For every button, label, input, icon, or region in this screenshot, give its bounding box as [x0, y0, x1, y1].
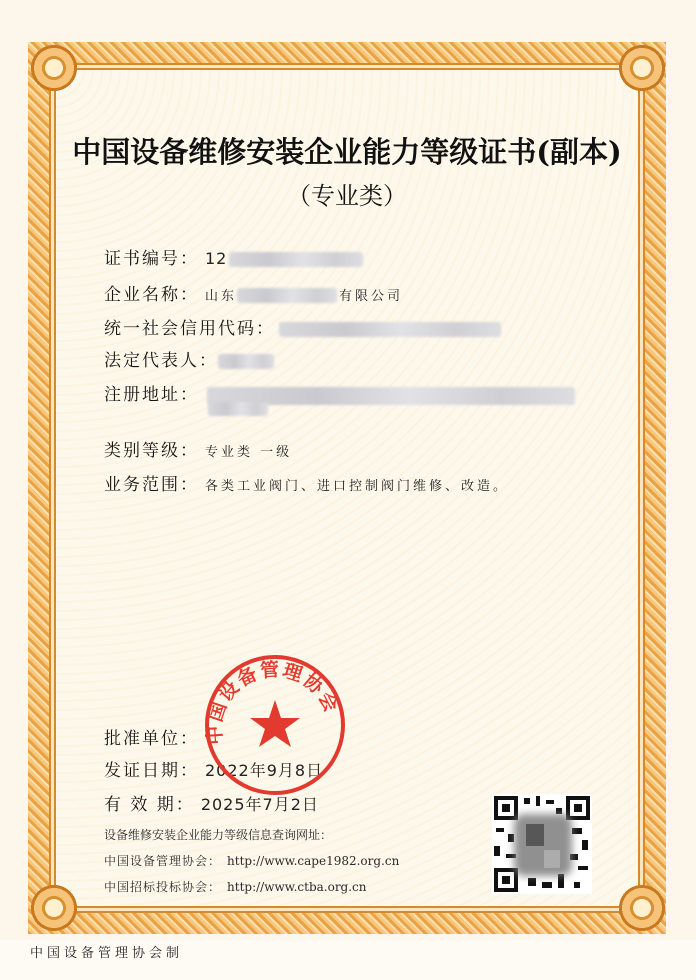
- issue-date-label: 发证日期：: [104, 761, 199, 781]
- redacted-blur: [279, 322, 501, 337]
- credit-code-label: 统一社会信用代码：: [104, 319, 275, 339]
- scope-label: 业务范围：: [104, 475, 199, 495]
- valid-until-value: 2025年7月2日: [200, 795, 319, 814]
- approver-row: [104, 724, 199, 749]
- query-intro: 设备维修安装企业能力等级信息查询网址：: [104, 828, 333, 842]
- corner-ornament-icon: [610, 876, 674, 940]
- site2-url[interactable]: http://www.ctba.org.cn: [227, 880, 367, 894]
- company-name-end: 有限公司: [339, 289, 404, 304]
- corner-ornament-icon: [610, 36, 674, 100]
- site1-line: [104, 848, 399, 874]
- corner-ornament-icon: [22, 876, 86, 940]
- redacted-blur: [229, 252, 363, 267]
- redacted-blur: [208, 402, 268, 416]
- site2-label: 中国招标投标协会：: [104, 880, 222, 894]
- seal-text: 中国设备管理协会: [203, 658, 343, 746]
- issue-date-value: 2022年9月8日: [205, 761, 324, 780]
- redacted-blur: [218, 354, 274, 369]
- cert-number-row: [104, 244, 363, 269]
- site1-label: 中国设备管理协会：: [104, 854, 222, 868]
- scope-value: 各类工业阀门、进口控制阀门维修、改造。: [205, 479, 510, 494]
- address-label: 注册地址：: [104, 385, 199, 405]
- valid-until-label: 有 效 期：: [104, 795, 195, 815]
- corner-ornament-icon: [22, 36, 86, 100]
- site2-line: [104, 874, 399, 900]
- site1-url[interactable]: http://www.cape1982.org.cn: [227, 854, 400, 868]
- company-name-start: 山东: [205, 289, 238, 304]
- category-label: 类别等级：: [104, 441, 199, 461]
- address-row: [104, 380, 575, 405]
- cert-number-label: 证书编号：: [104, 249, 199, 269]
- official-seal-icon: [202, 652, 348, 798]
- legal-rep-label: 法定代表人：: [104, 351, 218, 371]
- cert-number-value: 12: [205, 249, 228, 268]
- credit-code-row: [104, 314, 501, 339]
- certificate-subtitle: （专业类）: [287, 182, 407, 210]
- redacted-blur: [237, 288, 337, 303]
- query-info: [104, 822, 399, 900]
- company-name-label: 企业名称：: [104, 285, 199, 305]
- qr-code-icon: [492, 794, 592, 894]
- company-name-row: [104, 280, 403, 305]
- legal-rep-row: [104, 346, 274, 371]
- approver-label: 批准单位：: [104, 729, 199, 749]
- category-row: [104, 436, 292, 461]
- category-value: 专业类 一级: [205, 445, 293, 460]
- scope-row: [104, 470, 509, 495]
- certificate-title: 中国设备维修安装企业能力等级证书(副本): [72, 135, 622, 169]
- issuer-footer: 中国设备管理协会制: [30, 946, 184, 961]
